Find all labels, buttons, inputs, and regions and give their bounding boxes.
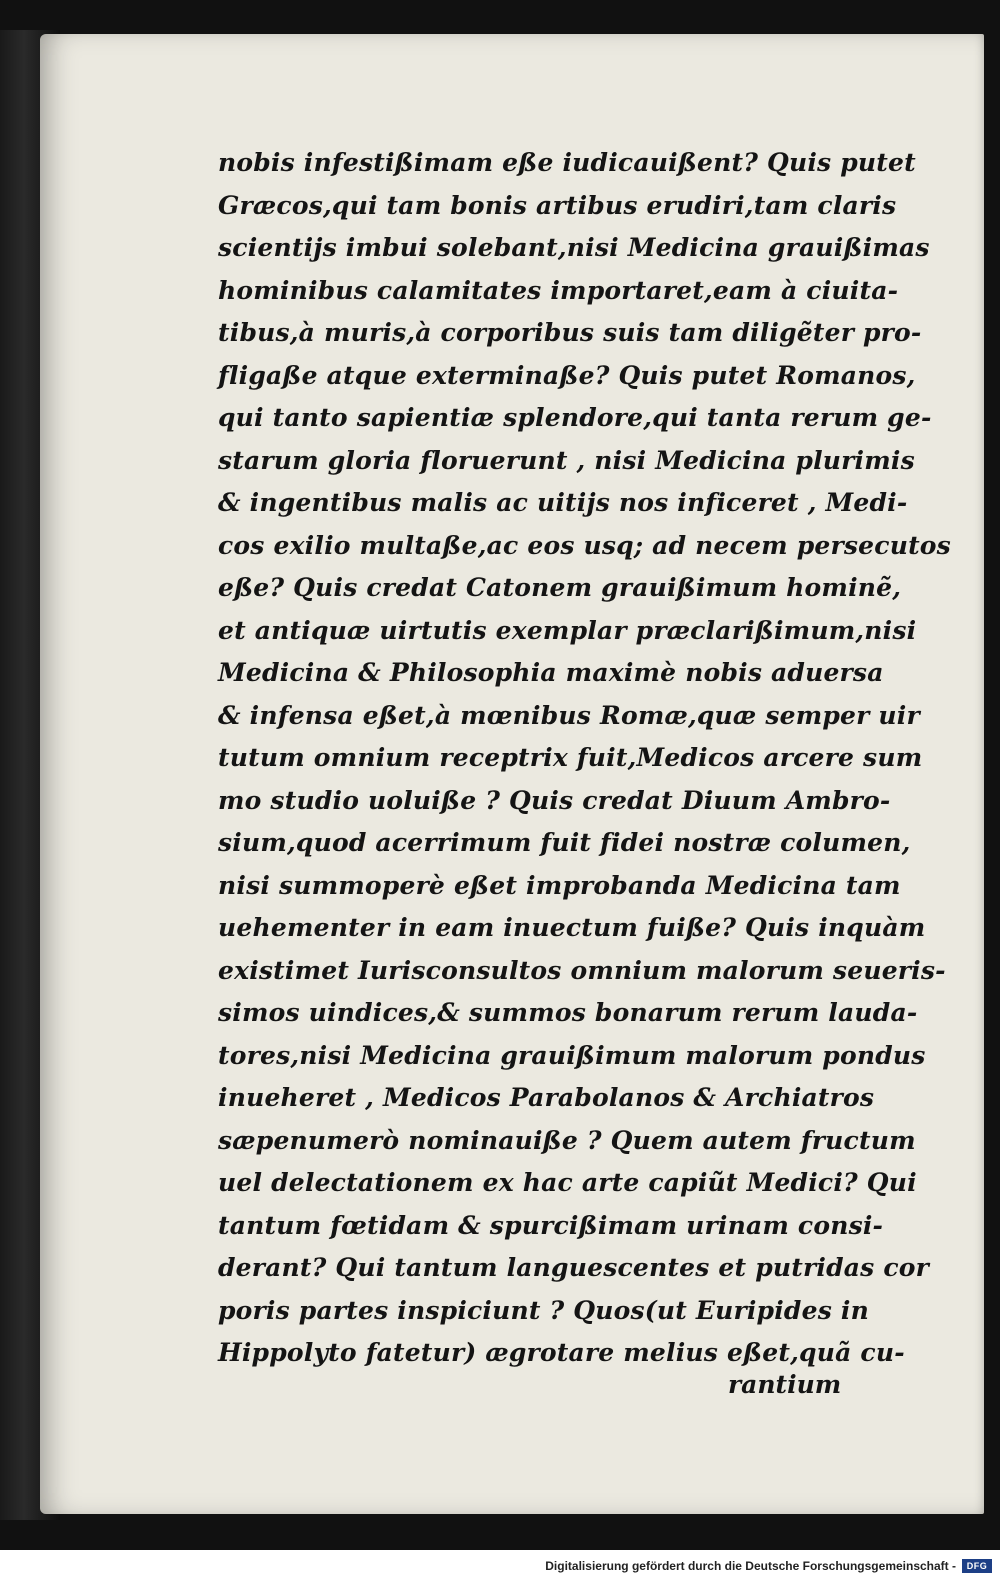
text-line: tores,nisi Medicina grauißimum malorum pondus xyxy=(218,1040,926,1070)
text-line: scientijs imbui solebant,nisi Medicina grauißimas xyxy=(218,233,930,262)
text-line: nobis infestißimam eße iudicauißent? Quis putet xyxy=(218,148,916,177)
text-line: uehementer in eam inuectum fuiße? Quis inquàm xyxy=(218,913,926,942)
footer xyxy=(0,1550,1000,1584)
text-line: poris partes inspiciunt ? Quos(ut Euripides in xyxy=(218,1295,869,1325)
page-text xyxy=(218,142,951,1375)
text-line: sæpenumerò nominauiße ? Quem autem fructum xyxy=(218,1125,916,1155)
text-line: tutum omnium receptrix fuit,Medicos arcere sum xyxy=(218,743,923,772)
text-line: cos exilio multaße,ac eos usq; ad necem persecutos xyxy=(218,530,951,560)
text-line: mo studio uoluiße ? Quis credat Diuum Ambro- xyxy=(218,785,891,815)
dfg-logo-icon: DFG xyxy=(962,1559,992,1573)
text-line: nisi summoperè eßet improbanda Medicina tam xyxy=(218,870,901,900)
text-line: eße? Quis credat Catonem grauißimum hominẽ, xyxy=(218,573,902,602)
funding-notice: Digitalisierung gefördert durch die Deutsche Forschungsgemeinschaft - xyxy=(545,1559,956,1573)
text-line: tibus,à muris,à corporibus suis tam diligẽter pro- xyxy=(218,318,922,347)
text-line: derant? Qui tantum languescentes et putridas cor xyxy=(218,1253,929,1282)
text-line: hominibus calamitates importaret,eam à ciuita- xyxy=(218,275,899,305)
text-line: inueheret , Medicos Parabolanos & Archiatros xyxy=(218,1083,875,1112)
text-line: starum gloria floruerunt , nisi Medicina plurimis xyxy=(218,445,915,475)
text-line: fligaße atque exterminaße? Quis putet Romanos, xyxy=(218,360,916,390)
text-line: Hippolyto fatetur) ægrotare melius eßet,quã cu- xyxy=(218,1338,905,1367)
text-line: simos uindices,& summos bonarum rerum lauda- xyxy=(218,998,918,1027)
text-line: tantum fœtidam & spurcißimam urinam consi- xyxy=(218,1210,884,1240)
catchword: rantium xyxy=(728,1370,842,1399)
text-line: qui tanto sapientiæ splendore,qui tanta rerum ge- xyxy=(218,403,932,432)
text-line: & ingentibus malis ac uitijs nos inficeret , Medi- xyxy=(218,488,908,517)
text-line: Græcos,qui tam bonis artibus erudiri,tam claris xyxy=(218,190,897,220)
book-page xyxy=(40,34,984,1514)
text-line: Medicina & Philosophia maximè nobis aduersa xyxy=(218,658,884,687)
text-line: uel delectationem ex hac arte capiũt Medici? Qui xyxy=(218,1168,917,1197)
text-line: existimet Iurisconsultos omnium malorum seueris- xyxy=(218,955,946,985)
text-line: et antiquæ uirtutis exemplar præclarißimum,nisi xyxy=(218,615,917,645)
text-line: sium,quod acerrimum fuit fidei nostræ columen, xyxy=(218,828,911,857)
text-line: & infensa eßet,à mœnibus Romæ,quæ semper uir xyxy=(218,700,920,730)
